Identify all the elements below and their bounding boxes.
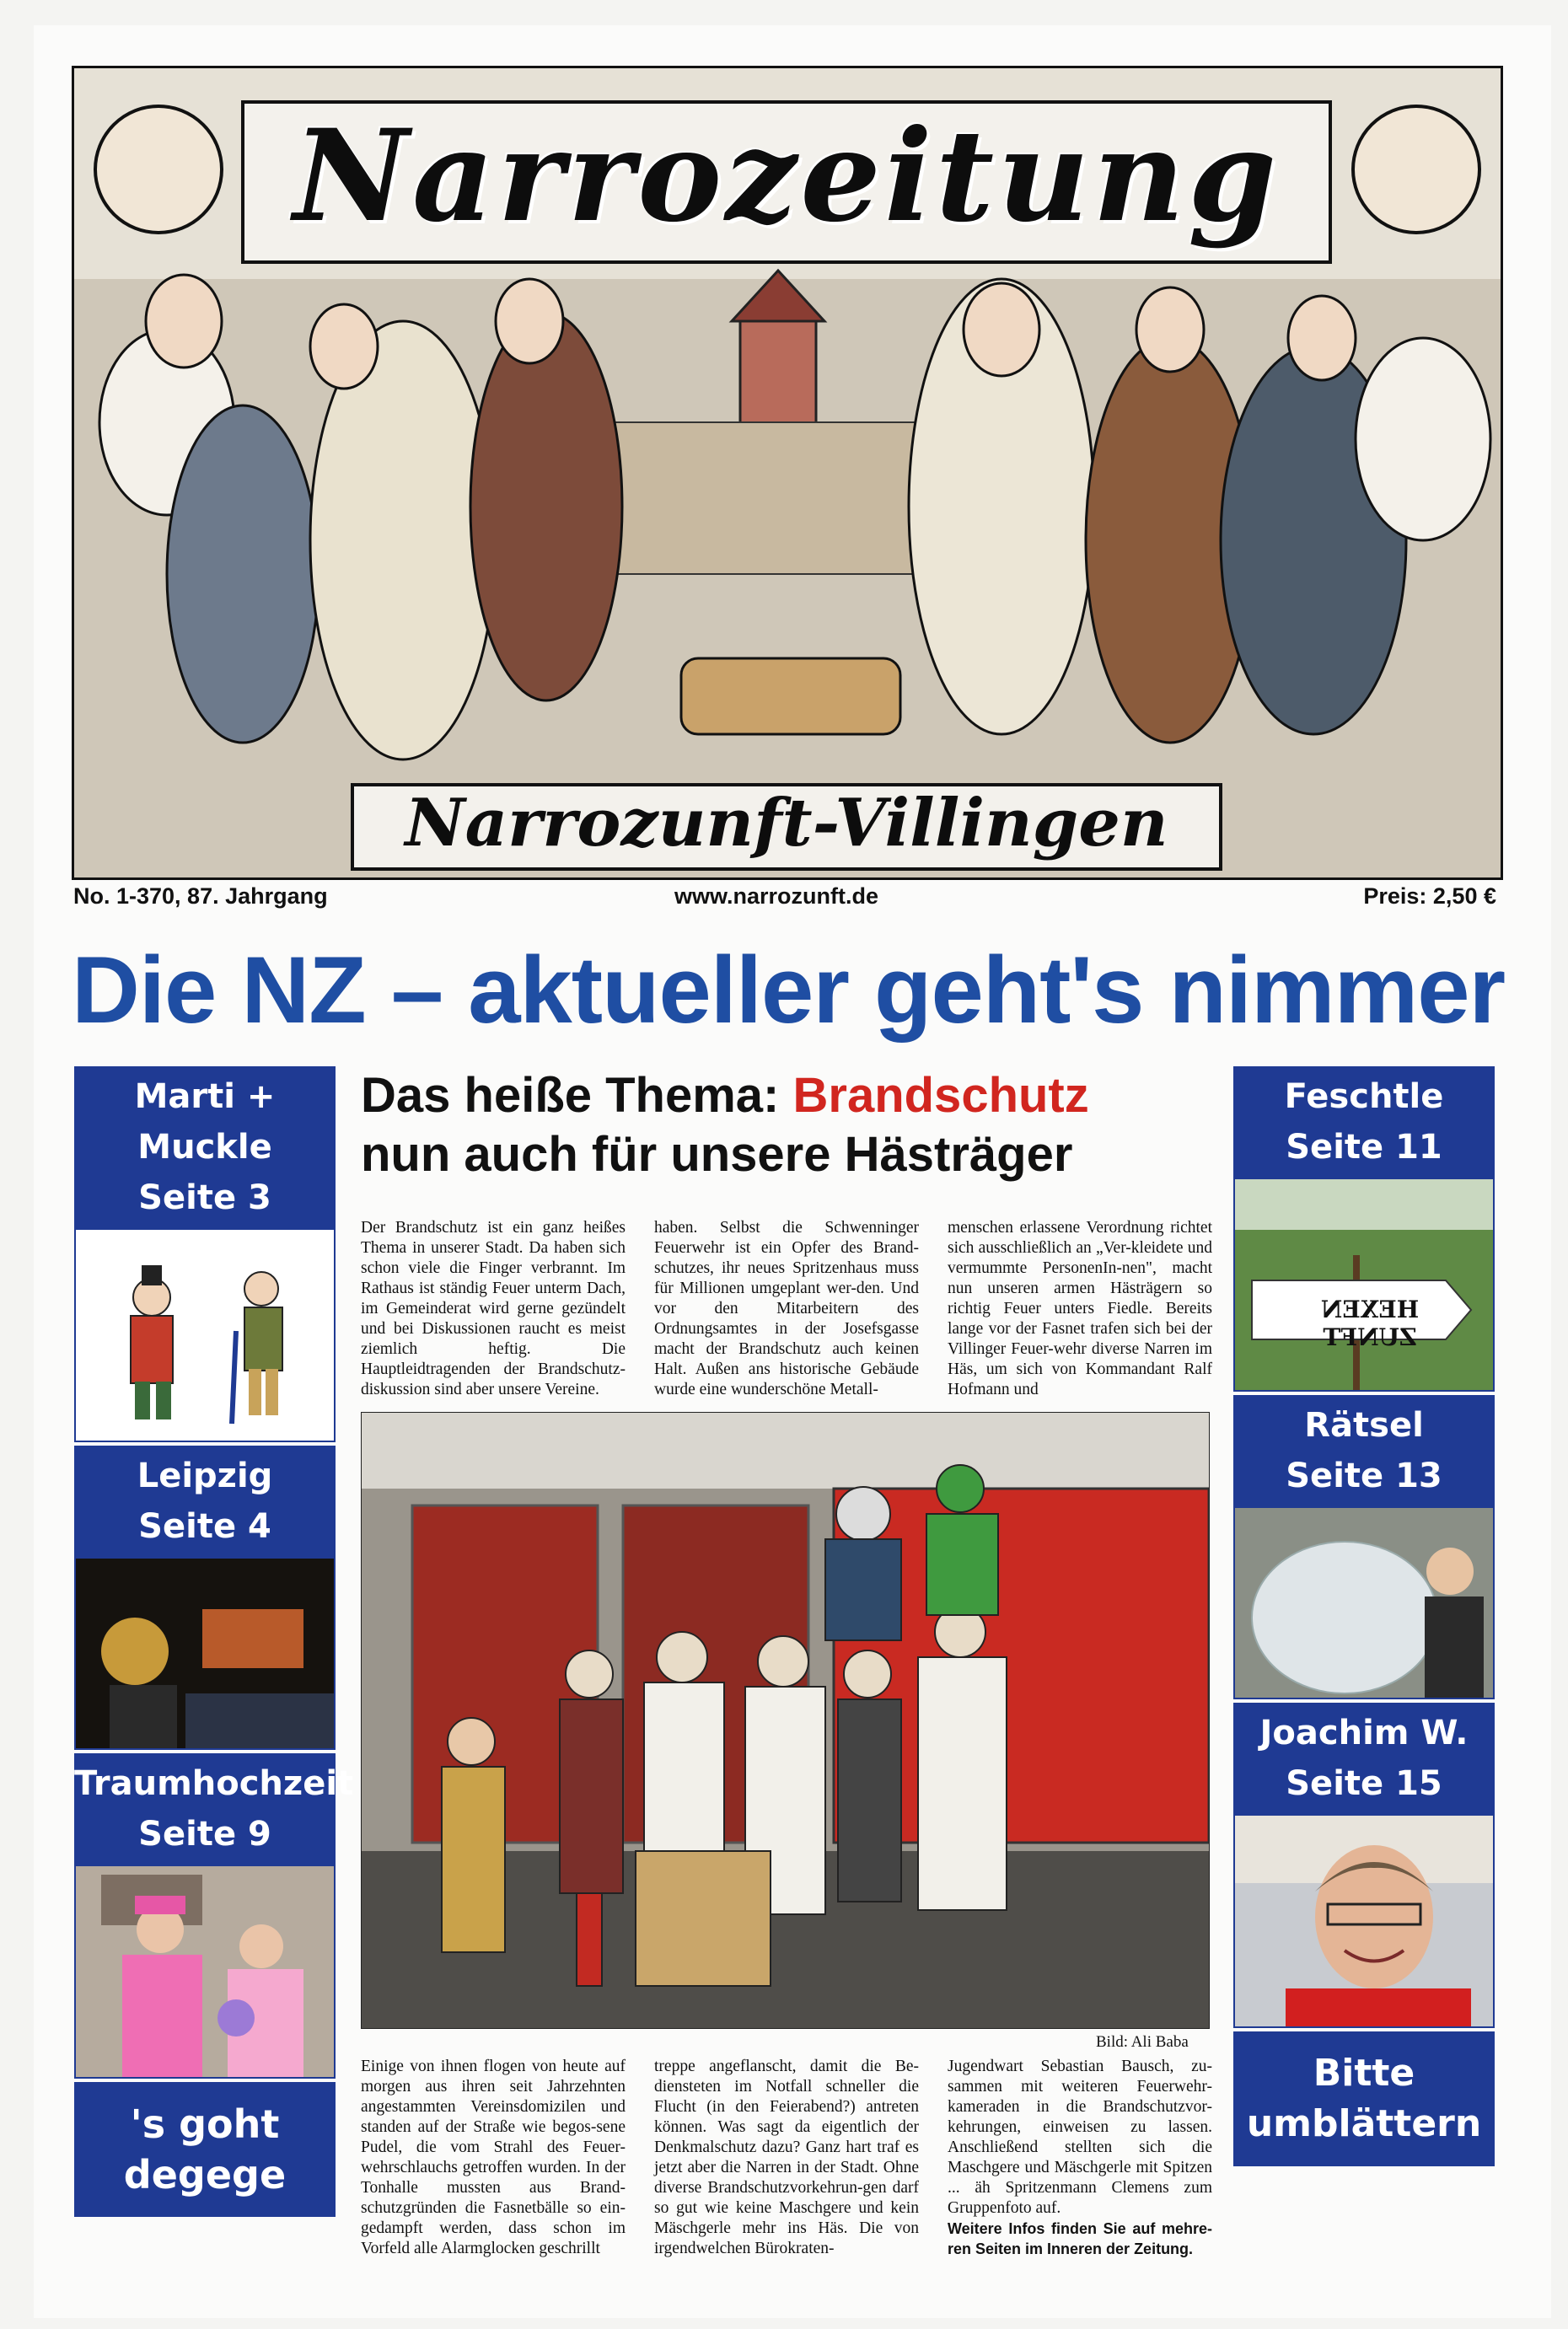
teaser-image-joachim[interactable] — [1233, 1814, 1495, 2028]
teaser-box-bitte-umblaettern — [1233, 2031, 1495, 2166]
teaser-title-line: Feschtle — [1284, 1077, 1444, 1116]
hexen-zunft-sign-image — [1235, 1179, 1493, 1390]
teaser-title-line: Bitte — [1313, 2052, 1415, 2095]
article-headline-line2: nun auch für unsere Hästräger — [361, 1127, 1073, 1182]
left-teaser-column — [74, 1066, 354, 2217]
photo-credit: Bild: Ali Baba — [1096, 2033, 1189, 2051]
article-photo[interactable] — [361, 1412, 1210, 2029]
teaser-page-ref: Seite 15 — [1286, 1764, 1442, 1803]
headline-highlight: Brandschutz — [792, 1068, 1089, 1123]
article-column: Der Brandschutz ist ein ganz heißes Thema in unserer Stadt. Da haben sich schon viele die Finger verbrannt. Im Rathaus ist ständig Feuer unterm Dach, im Gemeinderat wird gerne gezündelt und bei Diskussionen raucht es meist ziemlich heftig. Die Hauptleidtragenden der Brandschutz-diskussion sind aber unsere Vereine. — [361, 1219, 626, 1398]
teaser-box-goht-degege — [74, 2082, 336, 2217]
teaser-title-line: 's goht — [130, 2101, 280, 2147]
article-headline-line1 — [361, 1066, 1212, 1125]
article-headline — [361, 1066, 1212, 1184]
teaser-title-feschtle[interactable] — [1233, 1066, 1495, 1178]
article-column: Einige von ihnen flogen von heute auf morgen aus ihren seit Jahrzehnten angestammten Vereinsdomizilen und standen auf der Straße wie begos-sene Pudel, die vom Strahl des Feuer-wehrschlauchs getroffen wurden. In der Tonhalle mussten aus Brand-schutzgründen die Fasnetbälle so ein-gedampft werden, dass schon im Vorfeld alle Alarmglocken geschrillt — [361, 2058, 626, 2257]
issue-info-bar — [72, 883, 1498, 917]
teaser-image-wedding[interactable] — [74, 1865, 336, 2079]
teaser-title-line: umblättern — [1246, 2102, 1482, 2145]
plastic-cover-mask-image — [1235, 1508, 1493, 1698]
teaser-image-raetsel[interactable] — [1233, 1506, 1495, 1699]
article-column: treppe angeflanscht, damit die Be-diensteten im Notfall schneller die Flucht (in den Feierabend?) antreten können. Was sagt da eigentlich der Denkmalschutz dazu? Ganz hart traf es jetzt aber die Narren in der Stadt. Ohne diverse Brandschutzvorkehrun-gen darf so gut wie keine Maschgere und kein Mäschgerle mehr ins Häs. Die von irgendwelchen Bürokraten- — [654, 2058, 919, 2257]
teaser-title-line: degege — [123, 2152, 287, 2198]
sign-text: HEXEN ZUNFT — [1320, 1296, 1420, 1351]
teaser-title-line: Joachim W. — [1259, 1714, 1469, 1752]
teaser-title-raetsel[interactable] — [1233, 1395, 1495, 1506]
article-column: haben. Selbst die Schwenninger Feuerwehr ist ein Opfer des Brand-schutzes, ihr neues Spritzenhaus muss für Millionen umgeplant wer-den. Und vor den Mitarbeitern des Ordnungsamtes in der Josefsgasse macht der Brandschutz auch keinen Halt. Außen ans historische Gebäude wurde eine wunderschöne Metall- — [654, 1219, 919, 1398]
masthead-title: Narrozeitung — [293, 102, 1281, 250]
teaser-page-ref: Seite 4 — [138, 1507, 271, 1546]
teaser-title-joachim[interactable] — [1233, 1703, 1495, 1814]
teaser-title-line: Leipzig — [137, 1457, 273, 1495]
couple-in-pink-image — [76, 1866, 334, 2077]
teaser-page-ref: Seite 11 — [1286, 1128, 1442, 1167]
teaser-page-ref: Seite 13 — [1286, 1457, 1442, 1495]
teaser-page-ref: Seite 9 — [138, 1815, 271, 1854]
teaser-title-line: Marti + Muckle — [134, 1077, 276, 1167]
night-parade-image — [76, 1559, 334, 1748]
teaser-page-ref: Seite 3 — [138, 1178, 271, 1217]
article-top-columns — [361, 1218, 1212, 1400]
article-column-text: Jugendwart Sebastian Bausch, zu-sammen mit weiteren Feuerwehr-kameraden in die Brandschutzvor-kehrungen, einweisen zu lassen. Anschließend stellten sich die Maschgere und Mäschgerle mit Spitzen ... äh Spritzenmann Clemens zum Gruppenfoto auf. — [948, 2058, 1212, 2217]
teaser-image-leipzig[interactable] — [74, 1557, 336, 1750]
teaser-image-cartoon[interactable] — [74, 1228, 336, 1442]
teaser-title-leipzig[interactable] — [74, 1446, 336, 1557]
article-column: menschen erlassene Verordnung richtet sich ausschließlich an „Ver-kleidete und vermummte PersonenIn-nen", macht nun unseren armen Hästrägern so richtig Feuer unters Fiedle. Bereits lange vor der Fasnet trafen sich bei der Villinger Feuer-wehr diverse Narren im Häs, um sich von Kommandant Ralf Hofmann und — [948, 1219, 1212, 1398]
main-headline: Die NZ – aktueller geht's nimmer — [72, 937, 1506, 1043]
right-teaser-column — [1233, 1066, 1495, 2166]
article-footer-note: Weitere Infos finden Sie auf mehre-ren Seiten im Inneren der Zeitung. — [948, 2220, 1212, 2257]
teaser-title-line: Rätsel — [1304, 1406, 1424, 1445]
article-column-last — [948, 2057, 1212, 2259]
teaser-title-line: Traumhochzeit — [74, 1764, 354, 1803]
price-label: Preis: 2,50 € — [1363, 883, 1496, 909]
article-bottom-columns — [361, 2057, 1212, 2259]
cartoon-figures-image — [76, 1230, 334, 1441]
fire-brigade-group-photo — [362, 1413, 1209, 2028]
teaser-image-sign[interactable] — [1233, 1178, 1495, 1392]
teaser-title-traumhochzeit[interactable] — [74, 1753, 354, 1865]
teaser-title-marti-muckle[interactable] — [74, 1066, 336, 1228]
headline-text: Das heiße Thema: — [361, 1068, 793, 1123]
smiling-man-image — [1235, 1816, 1493, 2026]
website-link[interactable]: www.narrozunft.de — [674, 883, 878, 909]
masthead-subtitle: Narrozunft-Villingen — [405, 784, 1168, 861]
issue-number: No. 1-370, 87. Jahrgang — [73, 883, 328, 909]
masthead-illustration — [72, 66, 1503, 880]
